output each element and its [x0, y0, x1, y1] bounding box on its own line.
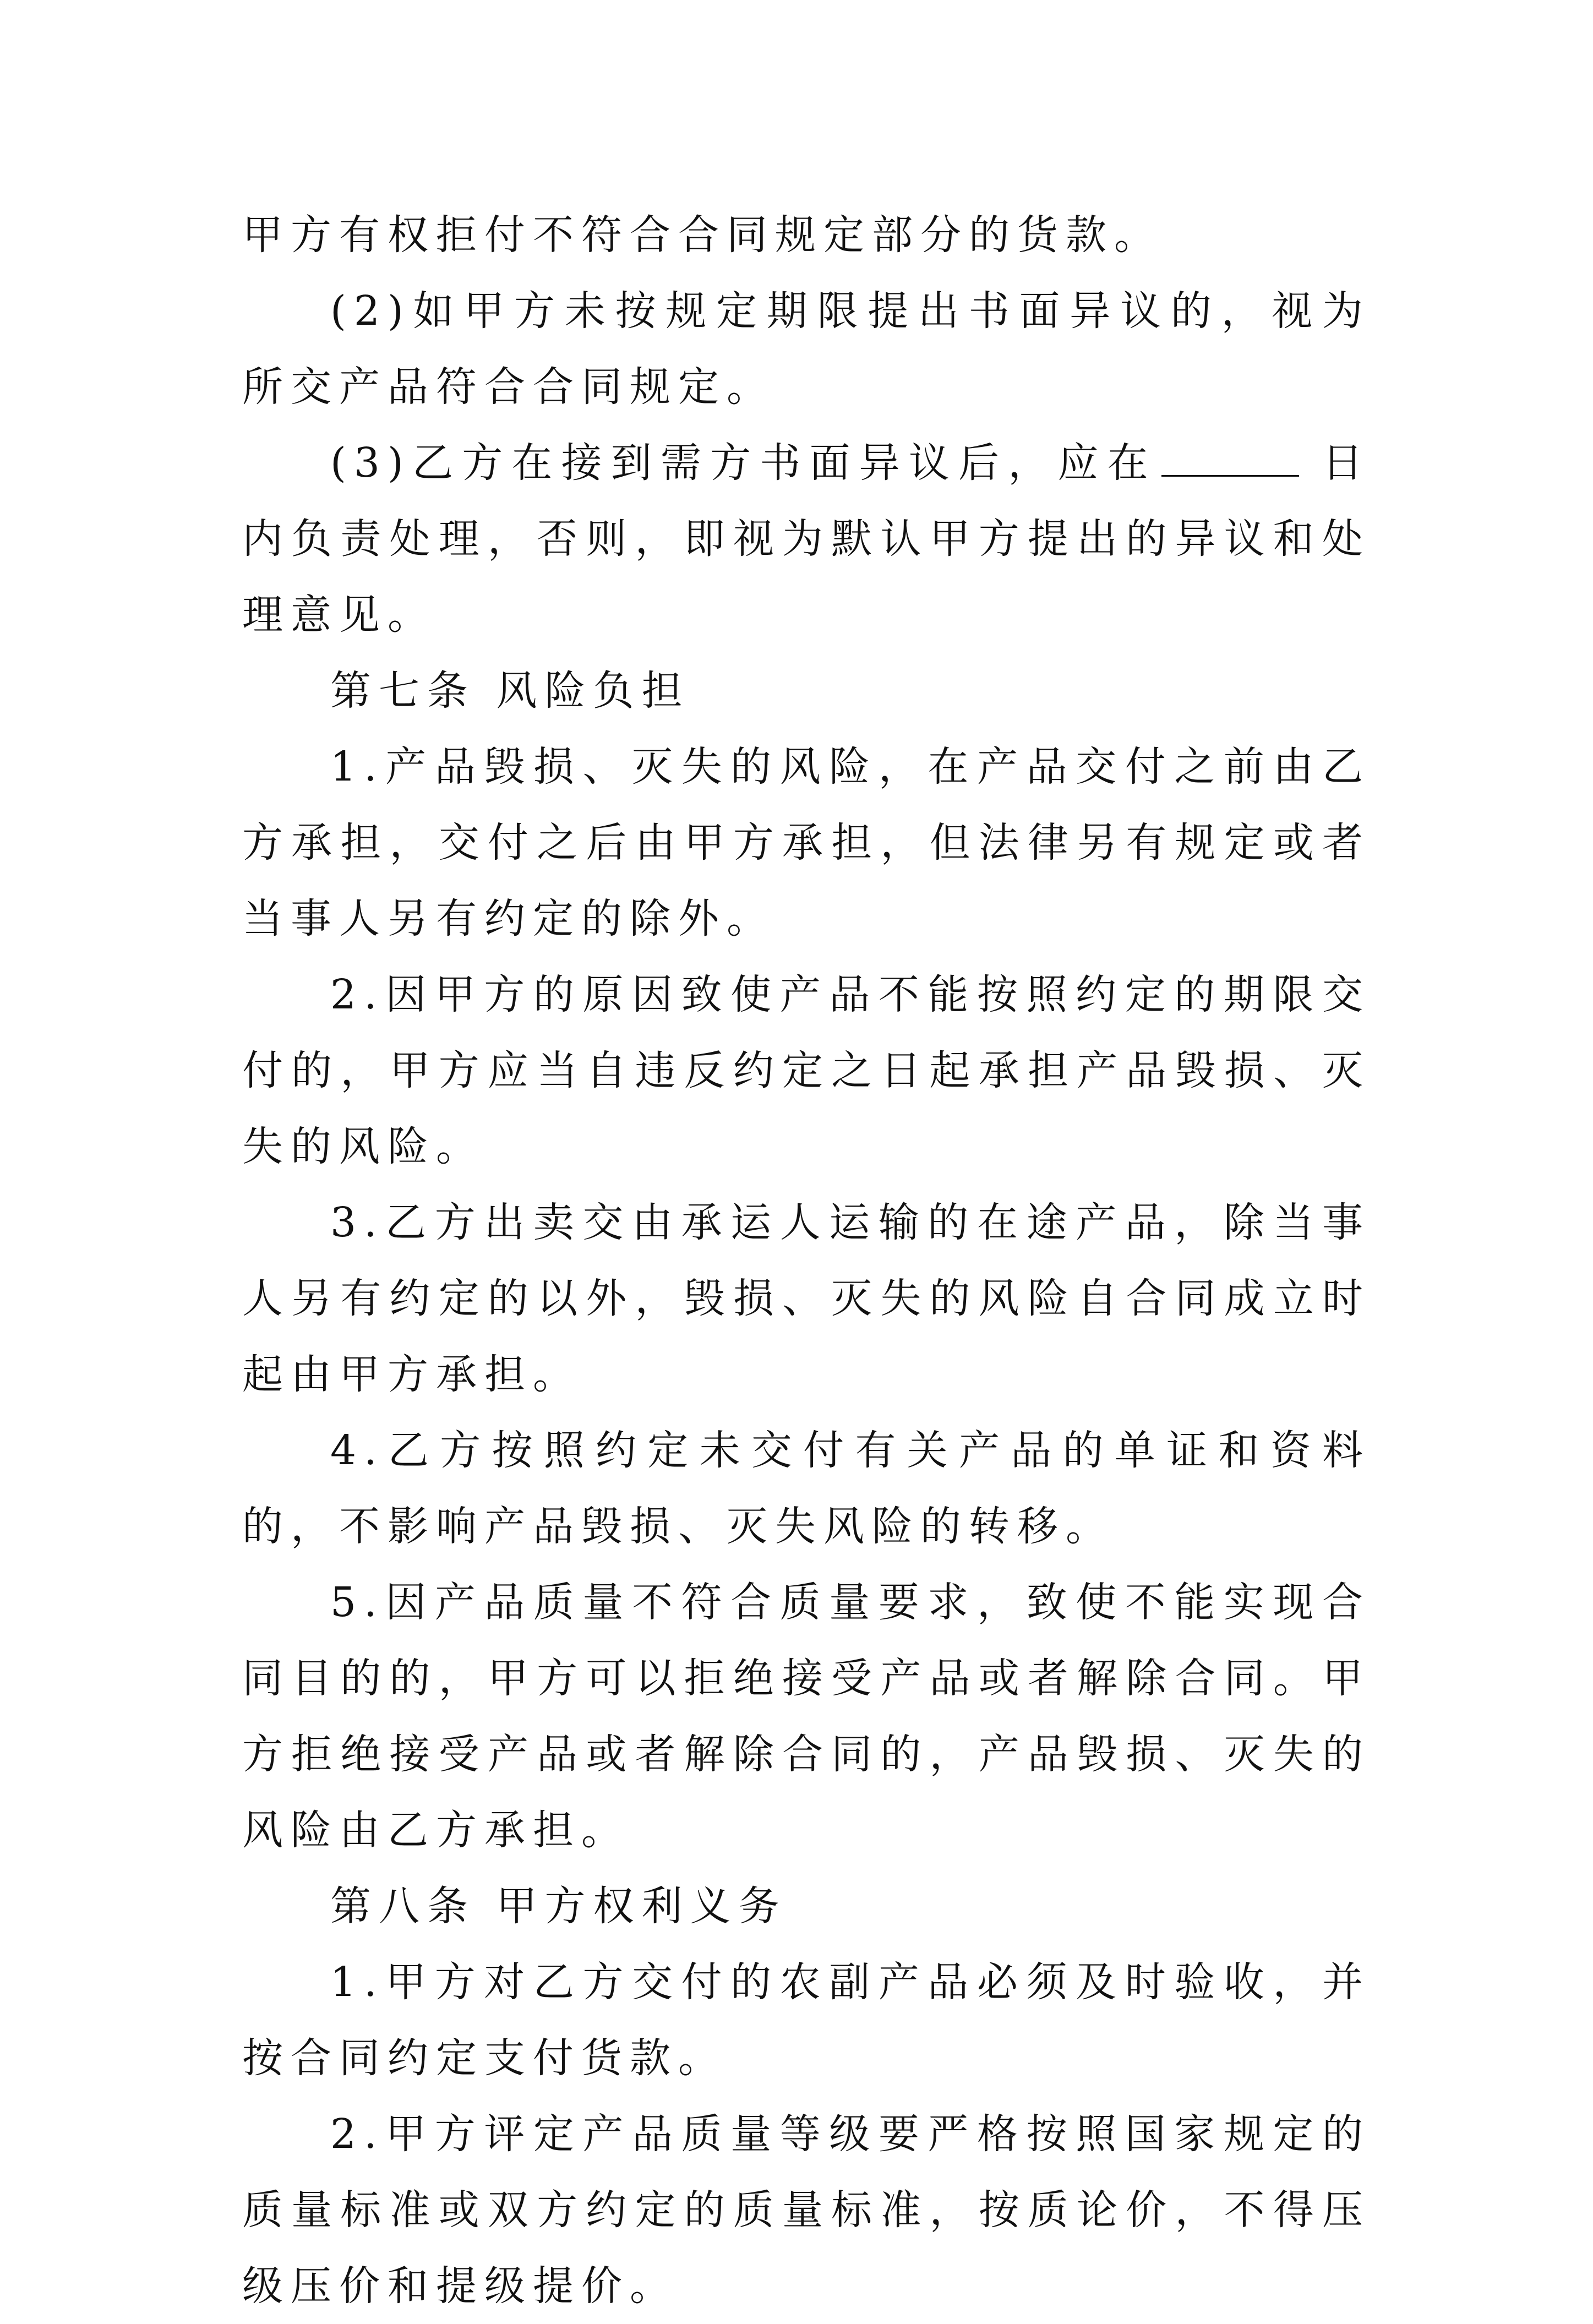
paragraph-objection-handling	[242, 425, 1371, 653]
article-7-clause-5: 5.因产品质量不符合质量要求，致使不能实现合同目的的，甲方可以拒绝接受产品或者解除合同。甲方拒绝接受产品或者解除合同的，产品毁损、灭失的风险由乙方承担。	[242, 1579, 1371, 1854]
article-8-heading: 第八条 甲方权利义务	[330, 1883, 787, 1930]
article-7-clause-4: 4.乙方按照约定未交付有关产品的单证和资料的，不影响产品毁损、灭失风险的转移。	[242, 1427, 1371, 1550]
paragraph-objection-deadline: (2)如甲方未按规定期限提出书面异议的，视为所交产品符合合同规定。	[242, 287, 1371, 411]
document-body	[242, 197, 1371, 2324]
days-blank-field	[1161, 442, 1299, 477]
article-7-heading: 第七条 风险负担	[330, 667, 690, 714]
article-7-clause-1: 1.产品毁损、灭失的风险，在产品交付之前由乙方承担，交付之后由甲方承担，但法律另有规定或者当事人另有约定的除外。	[242, 743, 1371, 942]
article-8-clause-1: 1.甲方对乙方交付的农副产品必须及时验收，并按合同约定支付货款。	[242, 1959, 1371, 2082]
objection-handling-text-end: 日内负责处理，否则，即视为默认甲方提出的异议和处理意见。	[242, 439, 1371, 639]
objection-handling-text-start: (3)乙方在接到需方书面异议后，应在	[330, 439, 1157, 487]
article-8-clause-2: 2.甲方评定产品质量等级要严格按照国家规定的质量标准或双方约定的质量标准，按质论价，不得压级压价和提级提价。	[242, 2110, 1371, 2310]
paragraph-payment-refusal: 甲方有权拒付不符合合同规定部分的货款。	[242, 211, 1163, 259]
article-7-clause-3: 3.乙方出卖交由承运人运输的在途产品，除当事人另有约定的以外，毁损、灭失的风险自合同成立时起由甲方承担。	[242, 1199, 1371, 1398]
article-7-clause-2: 2.因甲方的原因致使产品不能按照约定的期限交付的，甲方应当自违反约定之日起承担产品毁损、灭失的风险。	[242, 971, 1371, 1170]
